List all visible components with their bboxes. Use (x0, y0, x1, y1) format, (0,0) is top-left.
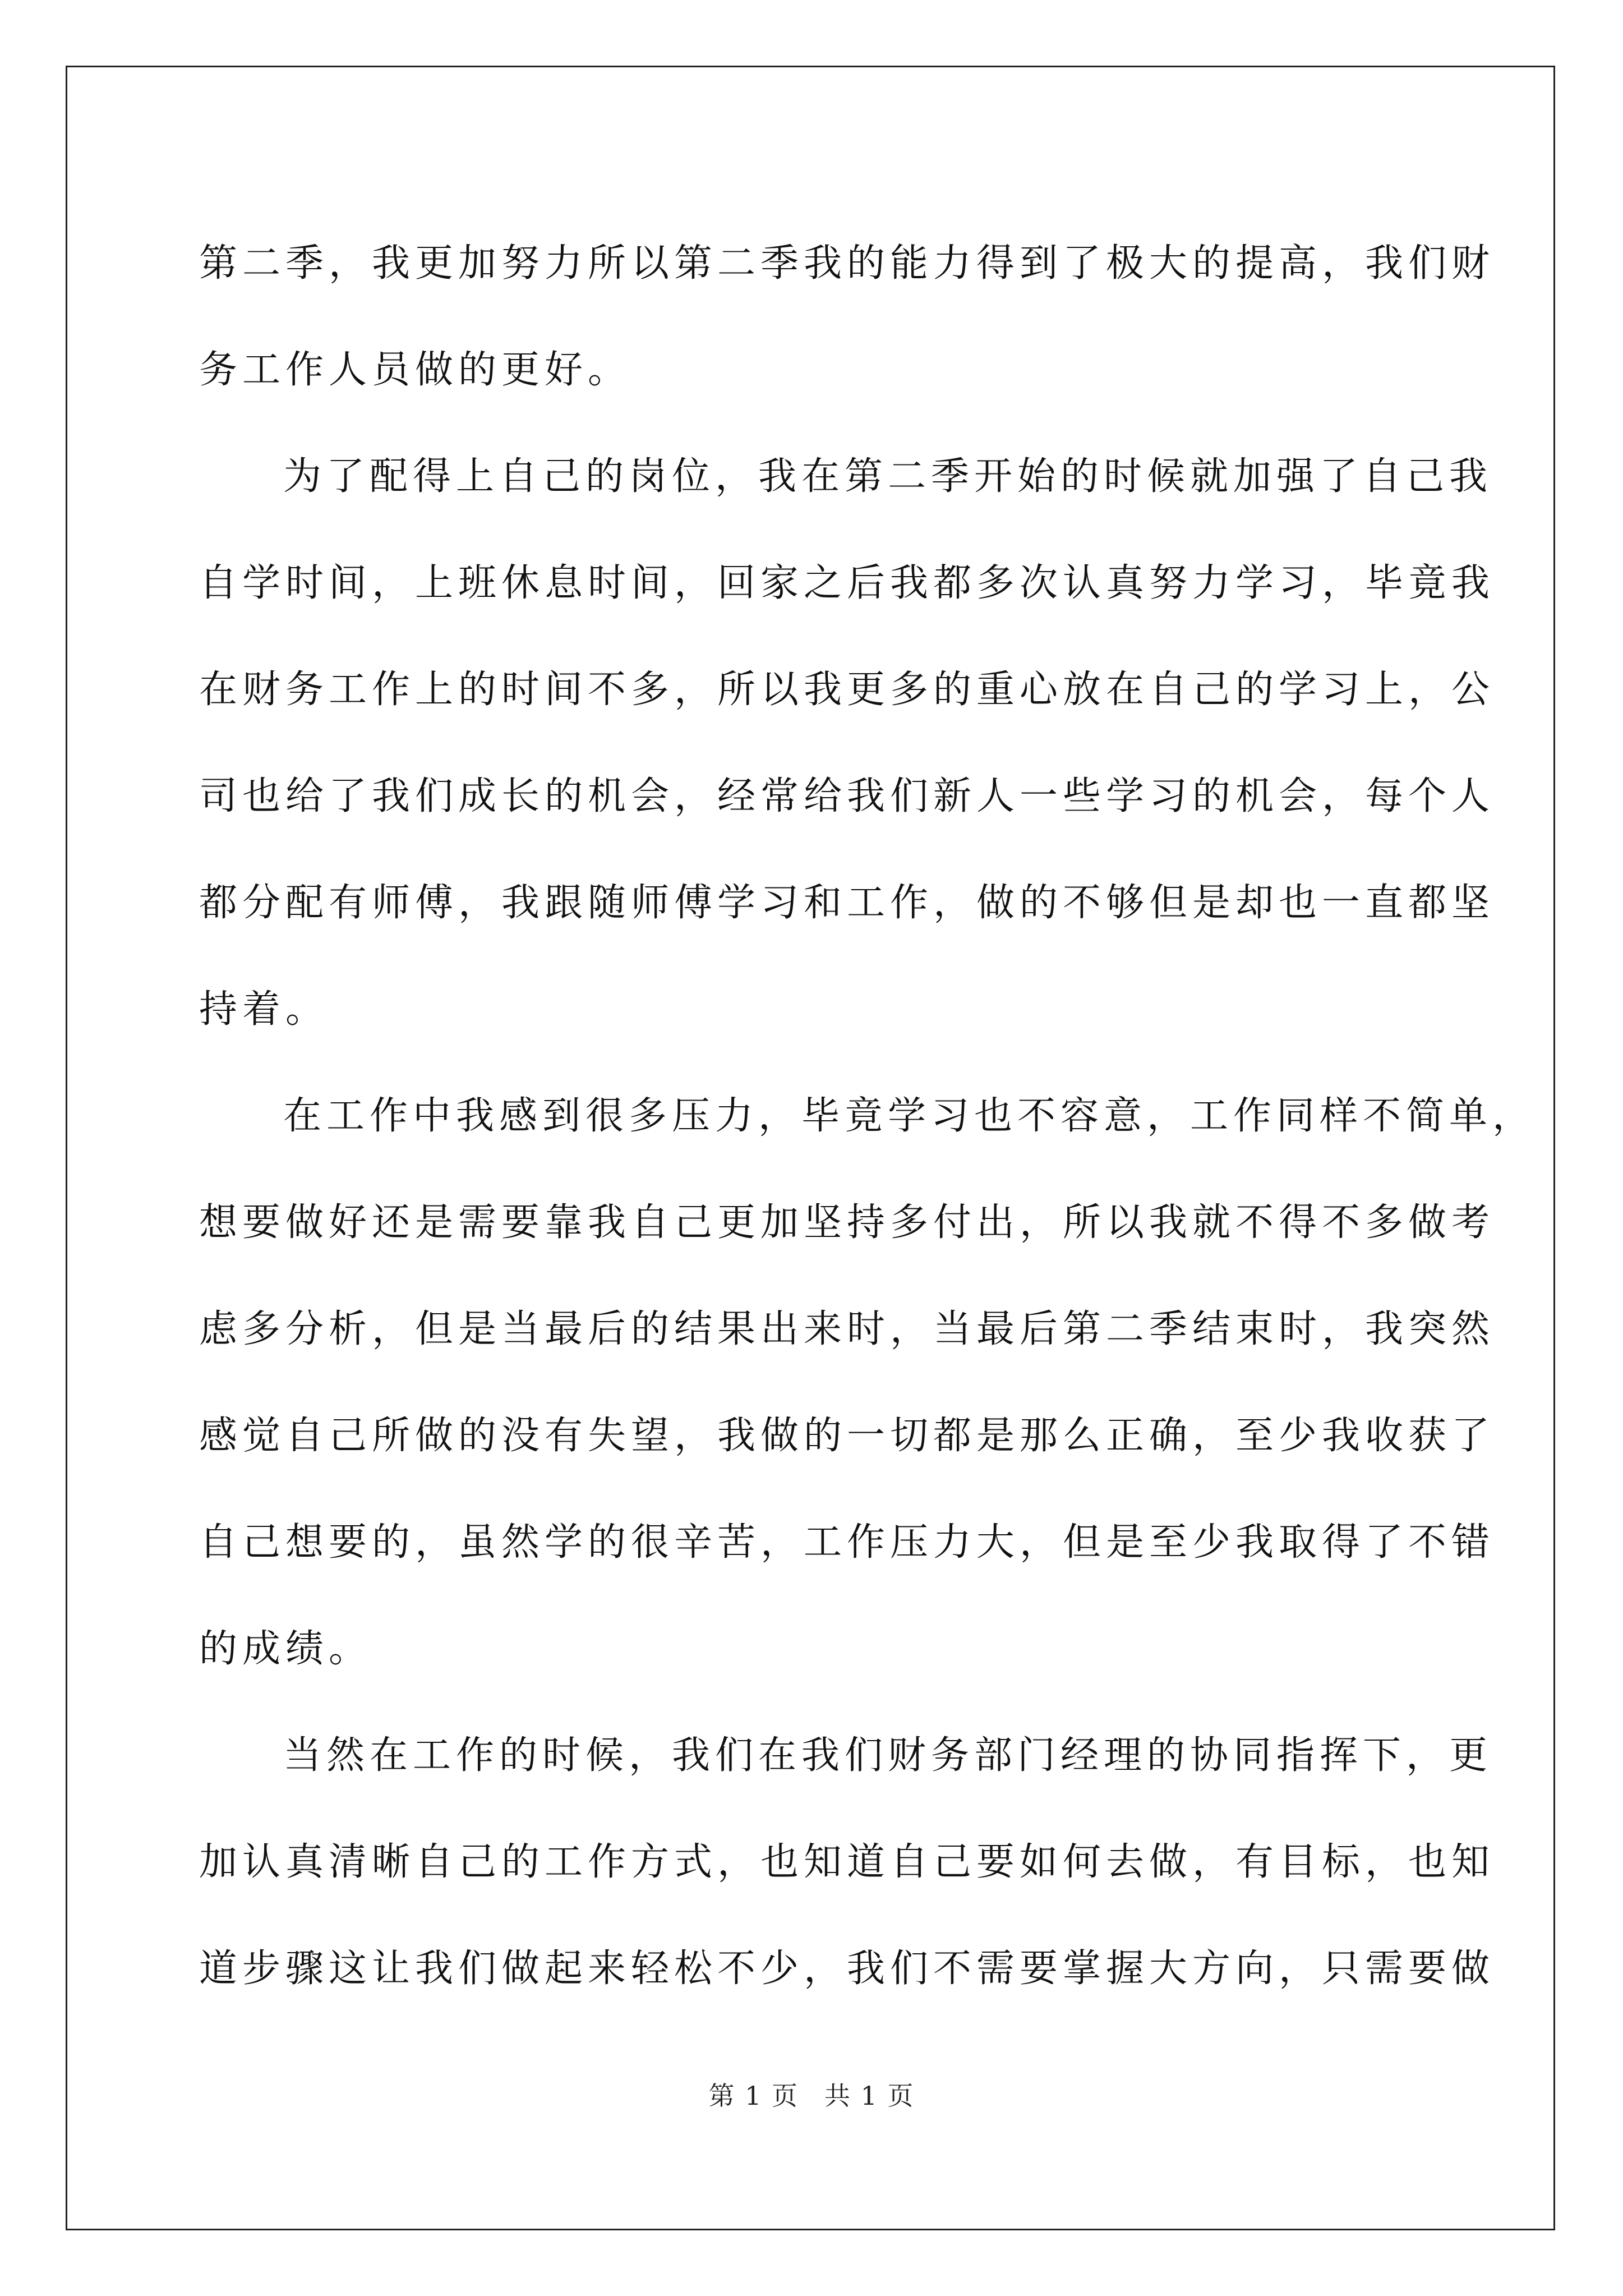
text-line: 持着。 (199, 987, 329, 1032)
text-line: 都分配有师傅，我跟随师傅学习和工作，做的不够但是却也一直都坚 (199, 881, 1495, 925)
text-line: 在工作中我感到很多压力，毕竟学习也不容意，工作同样不简单， (283, 1094, 1536, 1138)
page-footer (0, 2076, 1623, 2113)
page-total: 共 1 页 (824, 2081, 915, 2111)
text-line: 第二季，我更加努力所以第二季我的能力得到了极大的提高，我们财 (199, 241, 1495, 286)
page-number: 第 1 页 (708, 2081, 799, 2111)
text-line: 虑多分析，但是当最后的结果出来时，当最后第二季结束时，我突然 (199, 1307, 1495, 1351)
text-line: 加认真清晰自己的工作方式，也知道自己要如何去做，有目标，也知 (199, 1840, 1495, 1884)
text-line: 的成绩。 (199, 1627, 372, 1671)
text-line: 感觉自己所做的没有失望，我做的一切都是那么正确，至少我收获了 (199, 1414, 1495, 1458)
text-line: 想要做好还是需要靠我自己更加坚持多付出，所以我就不得不多做考 (199, 1200, 1495, 1245)
text-line: 在财务工作上的时间不多，所以我更多的重心放在自己的学习上，公 (199, 668, 1495, 712)
text-line: 司也给了我们成长的机会，经常给我们新人一些学习的机会，每个人 (199, 774, 1495, 818)
document-body (199, 210, 1536, 2022)
text-line: 务工作人员做的更好。 (199, 348, 631, 392)
text-line: 道步骤这让我们做起来轻松不少，我们不需要掌握大方向，只需要做 (199, 1947, 1495, 1991)
text-line: 为了配得上自己的岗位，我在第二季开始的时候就加强了自己我 (283, 454, 1493, 499)
text-line: 自学时间，上班休息时间，回家之后我都多次认真努力学习，毕竟我 (199, 561, 1495, 605)
text-line: 当然在工作的时候，我们在我们财务部门经理的协同指挥下，更 (283, 1733, 1493, 1778)
text-line: 自己想要的，虽然学的很辛苦，工作压力大，但是至少我取得了不错 (199, 1520, 1495, 1565)
